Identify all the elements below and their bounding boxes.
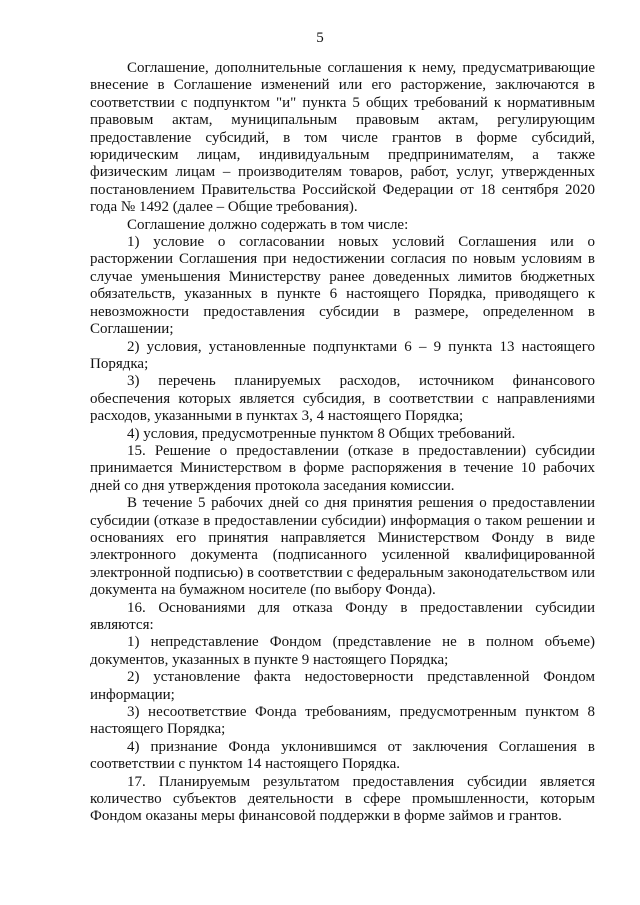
paragraph-agreement-changes: Соглашение, дополнительные соглашения к нему, предусматривающие внесение в Соглашение изменений или его расторжение, заключаются в соответствии с подпунктом "и" пункта 5 общих требований к нормативным правовым актам, муниципальным правовым актам, регулирующим предоставление субсидий, в том числе грантов в форме субсидий, юридическим лицам, индивидуальным предпринимателям, а также физическим лицам – производителям товаров, работ, услуг, утвержденных постановлением Правительства Российской Федерации от 18 сентября 2020 года № 1492 (далее – Общие требования). <box>90 60 595 216</box>
list-item-condition-1: 1) условие о согласовании новых условий Соглашения или о расторжении Соглашения при недостижении согласия по новым условиям в случае уменьшения Министерству ранее доведенных лимитов бюджетных обязательств, указанных в пункте 6 настоящего Порядка, приводящего к невозможности предоставления субсидии в размере, определенном в Соглашении; <box>90 234 595 338</box>
list-item-condition-4: 4) условия, предусмотренные пунктом 8 Общих требований. <box>127 425 516 442</box>
paragraph-notification: В течение 5 рабочих дней со дня принятия решения о предоставлении субсидии (отказе в предоставлении субсидии) информация о таком решении и основаниях его принятия направляется Министерством Фонду в виде электронного документа (подписанного усиленной квалифицированной электронной подписью) в соответствии с федеральным законодательством или документа на бумажном носителе (по выбору Фонда). <box>90 495 595 599</box>
paragraph-clause-17: 17. Планируемым результатом предоставления субсидии является количество субъектов деятельности в сфере промышленности, которым Фондом оказаны меры финансовой поддержки в форме займов и грантов. <box>90 773 595 825</box>
paragraph-clause-16: 16. Основаниями для отказа Фонду в предоставлении субсидии являются: <box>90 599 595 633</box>
page-number: 5 <box>316 30 324 46</box>
list-item-refusal-3: 3) несоответствие Фонда требованиям, предусмотренным пунктом 8 настоящего Порядка; <box>90 704 595 738</box>
document-body <box>90 60 595 826</box>
list-item-condition-2: 2) условия, установленные подпунктами 6 – 9 пункта 13 настоящего Порядка; <box>90 338 595 372</box>
list-item-refusal-4: 4) признание Фонда уклонившимся от заключения Соглашения в соответствии с пунктом 14 настоящего Порядка. <box>90 738 595 773</box>
list-item-refusal-1: 1) непредставление Фондом (представление не в полном объеме) документов, указанных в пункте 9 настоящего Порядка; <box>90 634 595 668</box>
paragraph-agreement-contents: Соглашение должно содержать в том числе: <box>127 216 409 233</box>
list-item-condition-3: 3) перечень планируемых расходов, источником финансового обеспечения которых является субсидия, в соответствии с направлениями расходов, указанными в пунктах 3, 4 настоящего Порядка; <box>90 373 595 425</box>
list-item-refusal-2: 2) установление факта недостоверности представленной Фондом информации; <box>90 669 595 703</box>
paragraph-clause-15: 15. Решение о предоставлении (отказе в предоставлении) субсидии принимается Министерством в форме распоряжения в течение 10 рабочих дней со дня утверждения протокола заседания комиссии. <box>90 442 595 494</box>
